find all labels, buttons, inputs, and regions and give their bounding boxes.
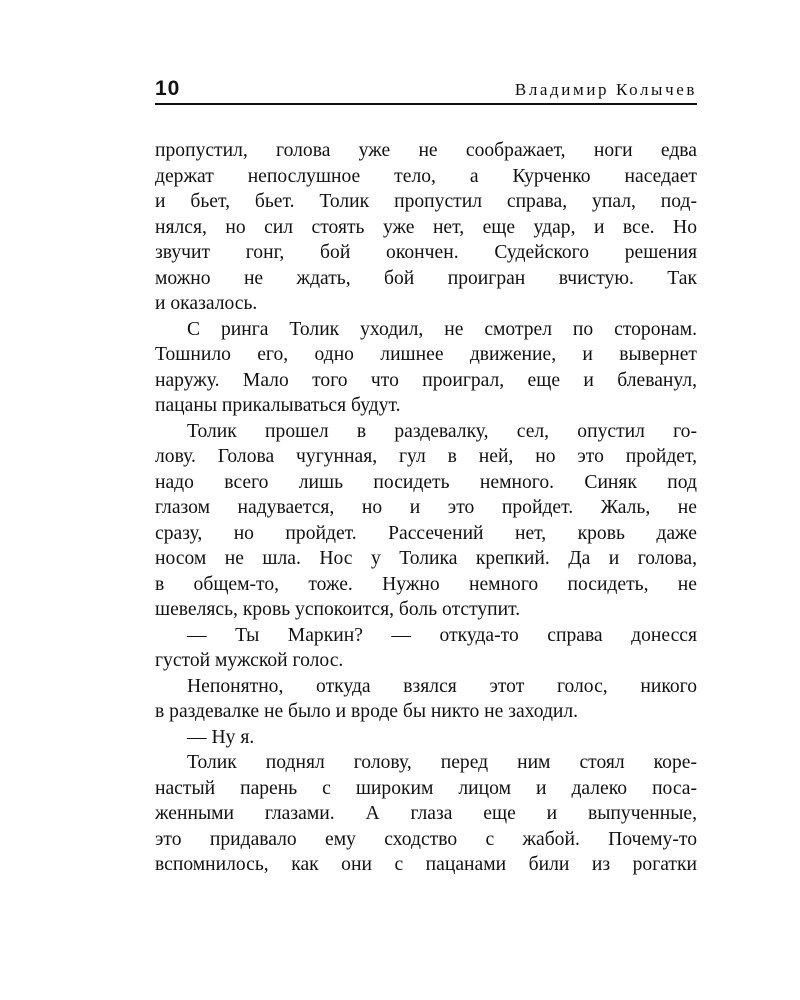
- text-line: и оказалось.: [155, 293, 258, 314]
- text-line: сразу, но пройдет. Рассечений нет, кровь даже: [155, 522, 697, 544]
- text-line: держат непослушное тело, а Курченко наседает: [155, 165, 697, 187]
- text-line: пацаны прикалываться будут.: [155, 395, 401, 416]
- running-head-author: Владимир Колычев: [514, 80, 697, 99]
- text-line: Непонятно, откуда взялся этот голос, никого: [187, 675, 697, 697]
- text-line: в раздевалке не было и вроде бы никто не заходил.: [155, 701, 579, 722]
- text-line: шевелясь, кровь успокоится, боль отступит.: [155, 599, 521, 620]
- page-header: [155, 76, 697, 102]
- body-text: [155, 138, 697, 878]
- text-line: в общем-то, тоже. Нужно немного посидеть, не: [155, 573, 697, 595]
- text-line: и бьет, бьет. Толик пропустил справа, упал, под-: [155, 191, 697, 212]
- text-line: — Ты Маркин? — откуда-то справа донесся: [187, 624, 697, 646]
- text-line: надо всего лишь посидеть немного. Синяк под: [155, 471, 697, 493]
- text-line: пропустил, голова уже не соображает, ноги едва: [155, 140, 697, 161]
- text-line: вспомнилось, как они с пацанами били из рогатки: [155, 854, 697, 875]
- text-line: — Ну я.: [187, 726, 255, 748]
- text-line: это придавало ему сходство с жабой. Почему-то: [155, 828, 697, 850]
- text-line: нялся, но сил стоять уже нет, еще удар, и все. Но: [155, 216, 697, 238]
- text-line: наружу. Мало того что проиграл, еще и блеванул,: [155, 369, 697, 391]
- text-line: Толик прошел в раздевалку, сел, опустил го-: [187, 420, 697, 442]
- text-line: женными глазами. А глаза еще и выпученные,: [155, 803, 697, 824]
- text-line: настый парень с широким лицом и далеко поса-: [155, 777, 697, 799]
- text-line: лову. Голова чугунная, гул в ней, но это пройдет,: [155, 446, 697, 467]
- text-line: можно не ждать, бой проигран вчистую. Так: [155, 267, 697, 289]
- text-line: глазом надувается, но и это пройдет. Жаль, не: [155, 497, 697, 518]
- header-rule: [155, 103, 697, 105]
- text-line: Толик поднял голову, перед ним стоял коре-: [187, 752, 697, 773]
- text-line: густой мужской голос.: [155, 650, 344, 671]
- text-line: Тошнило его, одно лишнее движение, и вывернет: [155, 344, 697, 365]
- text-line: С ринга Толик уходил, не смотрел по сторонам.: [187, 318, 697, 340]
- text-line: звучит гонг, бой окончен. Судейского решения: [155, 242, 697, 263]
- text-line: носом не шла. Нос у Толика крепкий. Да и голова,: [155, 548, 697, 569]
- page-number: 10: [155, 77, 181, 100]
